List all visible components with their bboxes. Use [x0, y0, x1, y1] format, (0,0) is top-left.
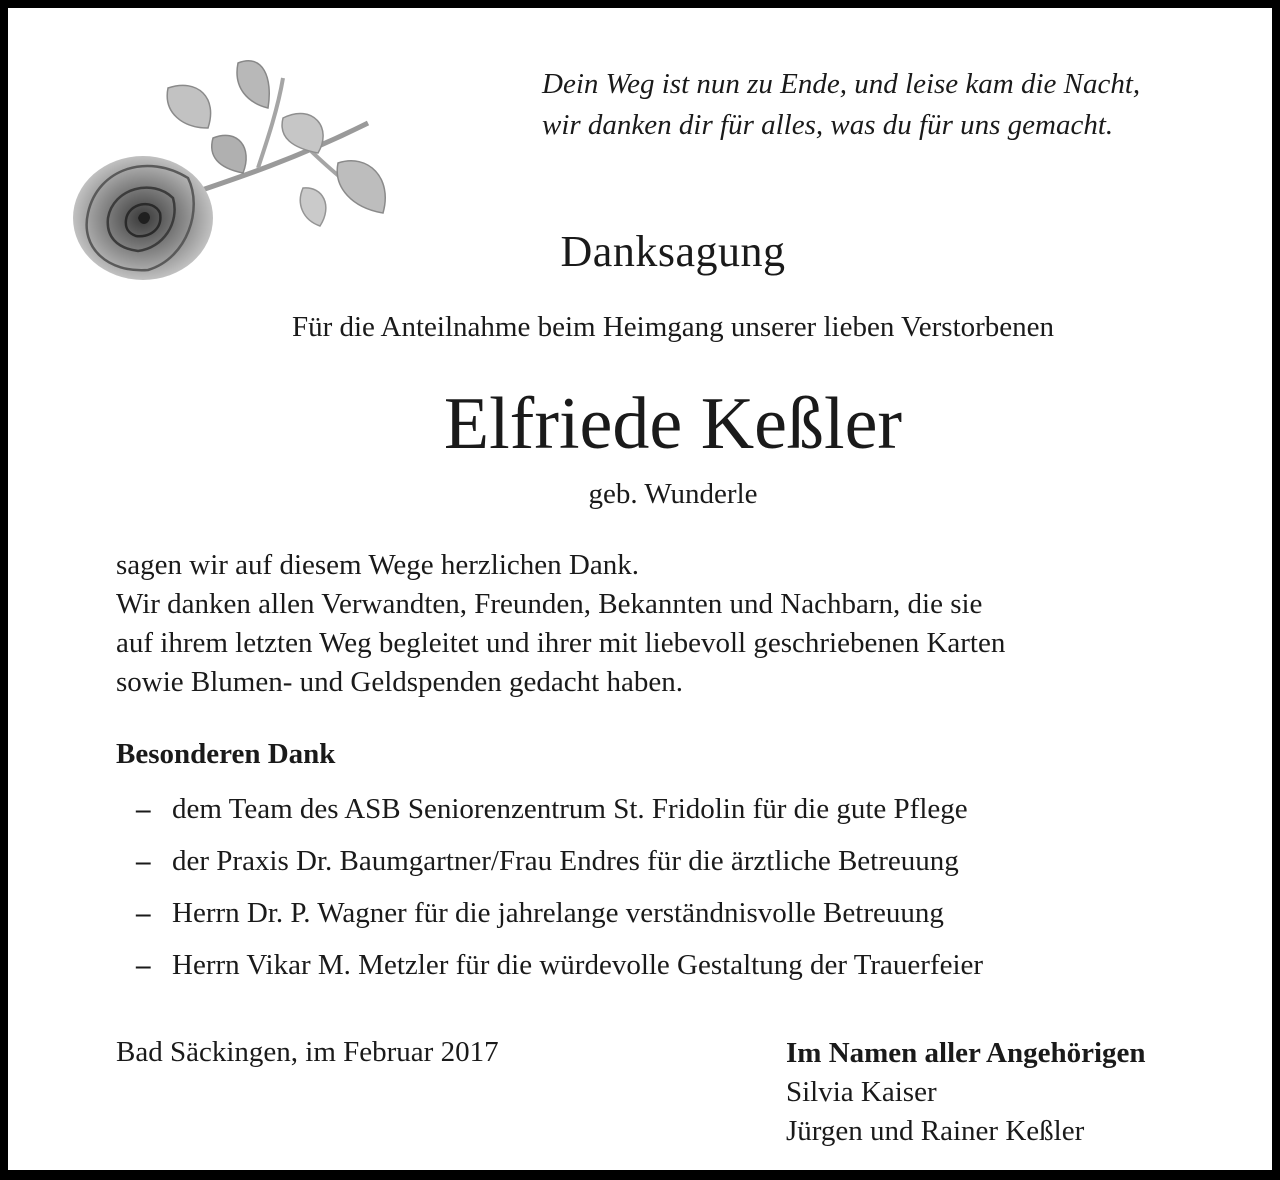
- heading-danksagung: Danksagung: [560, 227, 786, 276]
- list-item-text: Herrn Vikar M. Metzler für die würdevolle Gestaltung der Trauerfeier: [172, 949, 984, 981]
- body-line: Wir danken allen Verwandten, Freunden, Bekannten und Nachbarn, die sie: [116, 588, 983, 620]
- list-item-text: der Praxis Dr. Baumgartner/Frau Endres für die ärztliche Betreuung: [172, 845, 959, 877]
- maiden-name: geb. Wunderle: [588, 478, 758, 510]
- list-item: [136, 887, 983, 939]
- quote-line: wir danken dir für alles, was du für uns gemacht.: [542, 109, 1114, 141]
- deceased-name: Elfriede Keßler: [443, 383, 903, 465]
- list-item: [136, 783, 983, 835]
- dash-bullet: –: [136, 793, 151, 825]
- signature-name: Silvia Kaiser: [786, 1076, 937, 1108]
- list-item-text: Herrn Dr. P. Wagner für die jahrelange verständnisvolle Betreuung: [172, 897, 944, 929]
- memorial-quote: [542, 64, 1262, 146]
- intro-line: Für die Anteilnahme beim Heimgang unserer lieben Verstorbenen: [291, 311, 1055, 343]
- special-thanks-list: [136, 783, 983, 991]
- dash-bullet: –: [136, 949, 151, 981]
- list-item: [136, 835, 983, 887]
- list-item-text: dem Team des ASB Seniorenzentrum St. Fridolin für die gute Pflege: [172, 793, 968, 825]
- body-line: sowie Blumen- und Geldspenden gedacht haben.: [116, 666, 683, 698]
- dash-bullet: –: [136, 897, 151, 929]
- body-line: sagen wir auf diesem Wege herzlichen Dank.: [116, 549, 639, 581]
- signature-name: Jürgen und Rainer Keßler: [786, 1115, 1085, 1147]
- list-item: [136, 939, 983, 991]
- place-date: Bad Säckingen, im Februar 2017: [116, 1036, 499, 1068]
- thanks-body: [116, 546, 1236, 702]
- special-thanks-title: Besonderen Dank: [116, 738, 336, 770]
- signature-block: [786, 1034, 1146, 1151]
- signature-lead: Im Namen aller Angehörigen: [786, 1037, 1146, 1069]
- quote-line: Dein Weg ist nun zu Ende, und leise kam die Nacht,: [542, 68, 1141, 100]
- body-line: auf ihrem letzten Weg begleitet und ihrer mit liebevoll geschriebenen Karten: [116, 627, 1006, 659]
- dash-bullet: –: [136, 845, 151, 877]
